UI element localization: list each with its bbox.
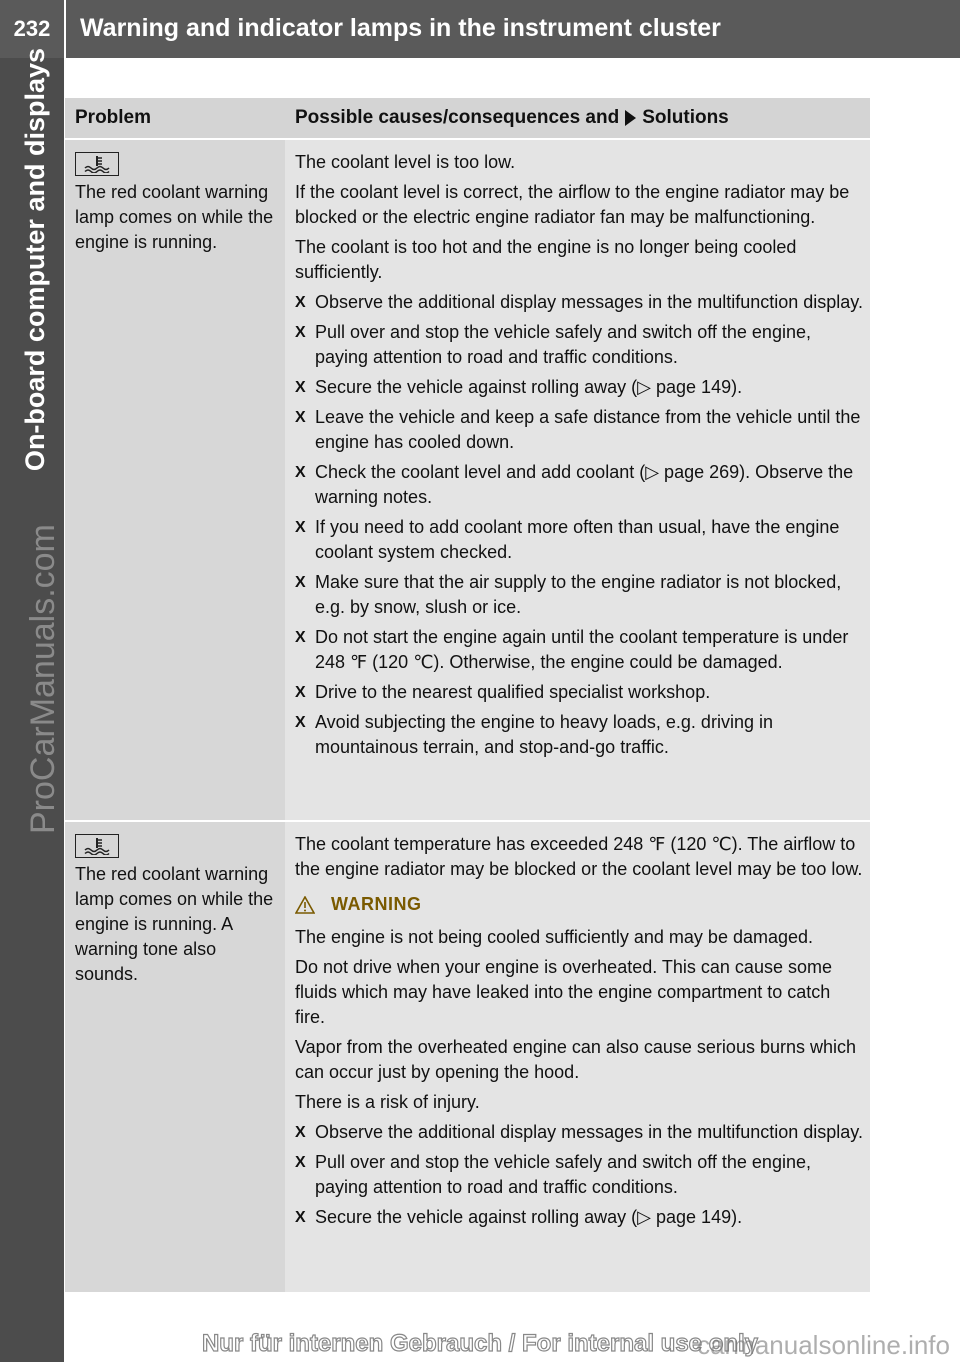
solution-cell <box>285 140 870 820</box>
step-marker-icon: X <box>295 379 306 396</box>
solution-step <box>295 1150 864 1200</box>
step-marker-icon: X <box>295 464 306 481</box>
cause-text: The coolant is too hot and the engine is no longer being cooled sufficiently. <box>295 237 797 282</box>
header-problem: Problem <box>75 107 152 128</box>
warning-text: There is a risk of injury. <box>295 1092 480 1112</box>
cause-text: The coolant temperature has exceeded 248 ℉ (120 ℃). The airflow to the engine radiator may be blocked or the coolant level may be too low. <box>295 834 863 879</box>
step-marker-icon: X <box>295 574 306 591</box>
warning-text: Vapor from the overheated engine can also cause serious burns which can occur just by opening the hood. <box>295 1037 856 1082</box>
step-marker-icon: X <box>295 1154 306 1171</box>
cause-text: If the coolant level is correct, the airflow to the engine radiator may be blocked or the electric engine radiator fan may be malfunctioning. <box>295 182 850 227</box>
step-marker-icon: X <box>295 1209 306 1226</box>
step-text: Secure the vehicle against rolling away (▷ page 149). <box>315 1207 743 1227</box>
header-solutions-label: Possible causes/consequences and <box>295 107 620 128</box>
solution-step <box>295 1205 864 1230</box>
solution-step <box>295 375 864 400</box>
warning-heading <box>295 892 864 917</box>
side-watermark: ProCarManuals.com <box>24 524 62 834</box>
table-row <box>65 820 870 1292</box>
table-header <box>65 98 870 138</box>
step-text: Observe the additional display messages in the multifunction display. <box>315 292 863 312</box>
coolant-temperature-icon <box>75 834 119 858</box>
step-text: Check the coolant level and add coolant (▷ page 269). Observe the warning notes. <box>315 462 854 507</box>
step-text: Leave the vehicle and keep a safe distance from the vehicle until the engine has cooled down. <box>315 407 861 452</box>
solution-step <box>295 460 864 510</box>
solution-step <box>295 405 864 455</box>
section-label: On-board computer and displays <box>20 48 50 472</box>
step-marker-icon: X <box>295 714 306 731</box>
step-text: Do not start the engine again until the coolant temperature is under 248 ℉ (120 ℃). Otherwise, the engine could be damaged. <box>315 627 849 672</box>
page-title: Warning and indicator lamps in the instrument cluster <box>80 14 721 42</box>
problem-text: The red coolant warning lamp comes on while the engine is running. <box>75 182 274 252</box>
solution-step <box>295 570 864 620</box>
step-marker-icon: X <box>295 629 306 646</box>
step-text: If you need to add coolant more often than usual, have the engine coolant system checked. <box>315 517 840 562</box>
step-text: Secure the vehicle against rolling away (▷ page 149). <box>315 377 743 397</box>
step-text: Pull over and stop the vehicle safely and switch off the engine, paying attention to road and traffic conditions. <box>315 322 811 367</box>
warning-triangle-icon <box>295 896 315 914</box>
warning-lamp-table <box>65 98 870 1292</box>
solution-step <box>295 515 864 565</box>
solution-step <box>295 680 864 705</box>
header-solutions-suffix: Solutions <box>642 107 729 128</box>
solution-step <box>295 625 864 675</box>
step-marker-icon: X <box>295 1124 306 1141</box>
step-text: Drive to the nearest qualified specialist workshop. <box>315 682 711 702</box>
solution-step <box>295 710 864 760</box>
header-solutions <box>285 98 870 138</box>
step-marker-icon: X <box>295 324 306 341</box>
step-text: Make sure that the air supply to the engine radiator is not blocked, e.g. by snow, slush or ice. <box>315 572 842 617</box>
problem-cell <box>65 140 285 820</box>
page-number: 232 <box>13 16 51 41</box>
site-watermark: carmanualsonline.info <box>697 1330 950 1360</box>
problem-text: The red coolant warning lamp comes on while the engine is running. A warning tone also sounds. <box>75 864 274 984</box>
warning-label: WARNING <box>331 894 422 914</box>
problem-cell <box>65 822 285 1292</box>
warning-text: The engine is not being cooled sufficiently and may be damaged. <box>295 927 814 947</box>
step-text: Pull over and stop the vehicle safely and switch off the engine, paying attention to road and traffic conditions. <box>315 1152 811 1197</box>
footer-watermark: Nur für internen Gebrauch / For internal use only <box>201 1330 759 1357</box>
step-marker-icon: X <box>295 684 306 701</box>
solution-cell <box>285 822 870 1292</box>
step-marker-icon: X <box>295 409 306 426</box>
arrow-right-icon <box>625 110 636 126</box>
header-divider <box>64 0 66 58</box>
table-row <box>65 138 870 820</box>
step-text: Avoid subjecting the engine to heavy loads, e.g. driving in mountainous terrain, and stop-and-go traffic. <box>315 712 773 757</box>
step-marker-icon: X <box>295 294 306 311</box>
solution-step <box>295 320 864 370</box>
page-header <box>0 0 960 58</box>
solution-step <box>295 290 864 315</box>
warning-text: Do not drive when your engine is overheated. This can cause some fluids which may have leaked into the engine compartment to catch fire. <box>295 957 832 1027</box>
step-marker-icon: X <box>295 519 306 536</box>
step-text: Observe the additional display messages in the multifunction display. <box>315 1122 863 1142</box>
cause-text: The coolant level is too low. <box>295 152 516 172</box>
coolant-temperature-icon <box>75 152 119 176</box>
solution-step <box>295 1120 864 1145</box>
